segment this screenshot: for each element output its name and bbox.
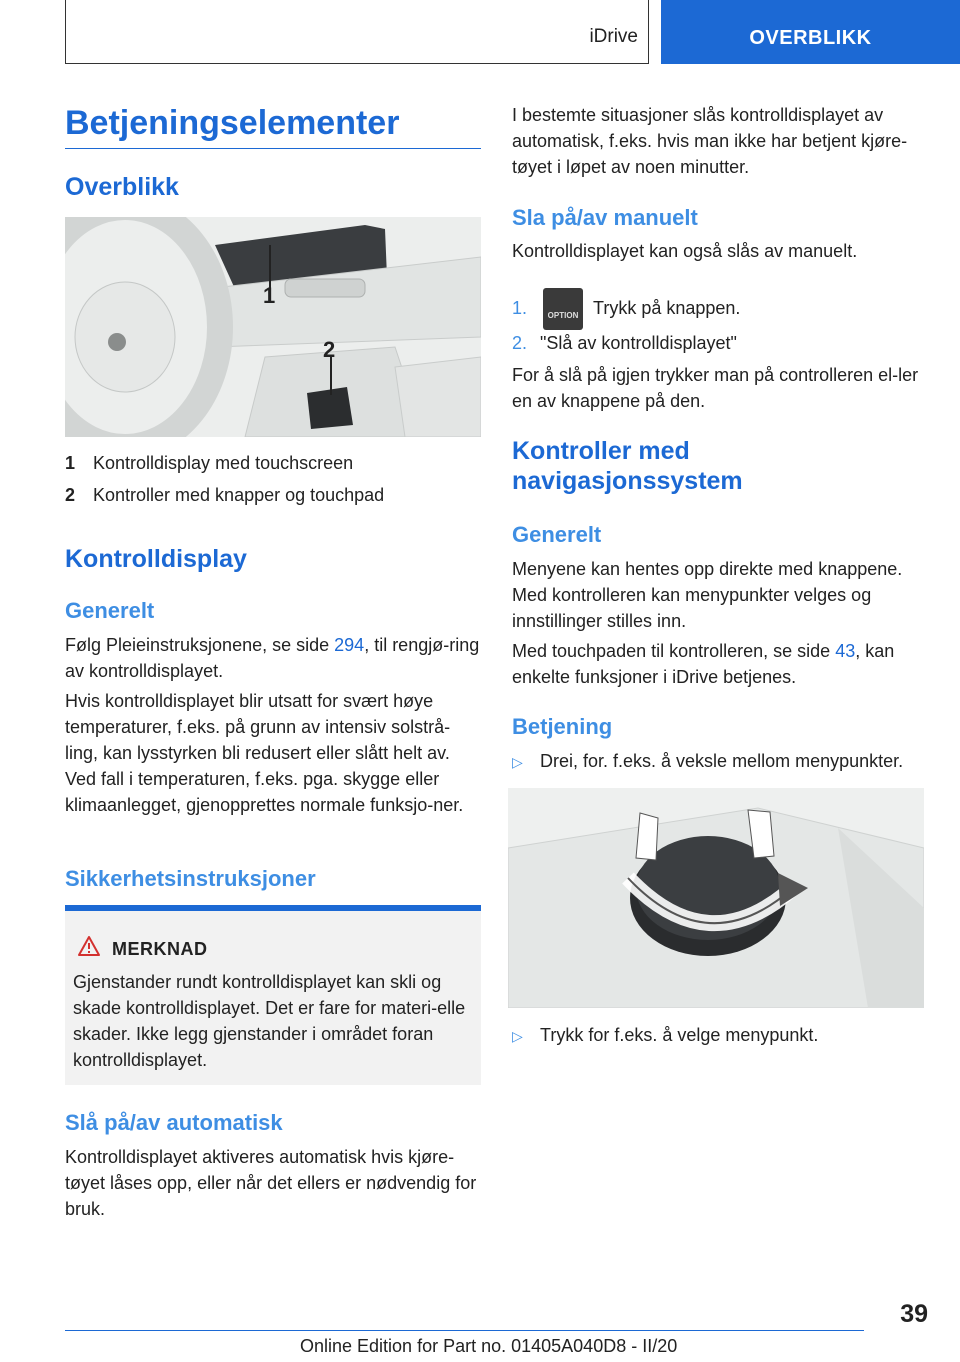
footer-divider: [65, 1330, 864, 1331]
manual-heading: Sla på/av manuelt: [512, 205, 698, 230]
title-divider: [65, 148, 481, 149]
page-title: Betjeningselementer: [65, 104, 400, 142]
legend-number: 1: [65, 453, 76, 473]
manual-paragraph-2: For å slå på igjen trykker man på controlleren el-ler en av knappene på den.: [512, 365, 919, 411]
bullet-text: Trykk for f.eks. å velge menypunkt.: [540, 1025, 819, 1045]
step-number: 2.: [512, 333, 528, 353]
bullet-press: [512, 1022, 818, 1049]
legend-text: Kontroller med knapper og touchpad: [93, 485, 385, 505]
page-link-294[interactable]: 294: [334, 635, 365, 655]
safety-heading: Sikkerhetsinstruksjoner: [65, 866, 316, 891]
header-section-box: [65, 0, 649, 64]
triangle-bullet-icon: ▷: [512, 754, 523, 770]
step-2: [512, 330, 737, 356]
step-number: 1.: [512, 297, 528, 318]
controller-general-paragraph-1: Menyene kan hentes opp direkte med knappene. Med kontrolleren kan menypunkter velges og innstillinger stilles inn.: [512, 559, 903, 631]
step-text: Trykk på knappen.: [593, 297, 741, 318]
legend-item: [65, 482, 481, 508]
general-paragraph-1: Følg Pleieinstruksjonene, se side 294, til rengjø-ring av kontrolldisplayet.: [65, 635, 480, 681]
legend-number: 2: [65, 485, 76, 505]
cockpit-figure: [65, 217, 481, 437]
controller-figure: [508, 788, 924, 1008]
header-chapter-tab[interactable]: OVERBLIKK: [661, 0, 960, 64]
intro-paragraph: I bestemte situasjoner slås kontrolldisplayet av automatisk, f.eks. hvis man ikke har betjent kjøre-tøyet i løpet av noen minutter.: [512, 105, 908, 177]
figure-callout-2: 2: [323, 337, 336, 362]
step-1: [512, 288, 740, 330]
auto-heading: Slå på/av automatisk: [65, 1110, 283, 1135]
bullet-rotate: [512, 748, 903, 775]
triangle-bullet-icon: ▷: [512, 1028, 523, 1044]
controller-general-heading: Generelt: [512, 522, 602, 547]
notice-box: [65, 905, 481, 1085]
notice-body: Gjenstander rundt kontrolldisplayet kan skli og skade kontrolldisplayet. Det er fare for materi-elle skader. Ikke legg gjenstander i området foran kontrolldisplayet.: [73, 972, 466, 1070]
overview-heading: Overblikk: [65, 173, 179, 201]
option-button-icon: OPTION: [543, 288, 583, 330]
legend-text: Kontrolldisplay med touchscreen: [93, 453, 354, 473]
general-heading: Generelt: [65, 598, 155, 623]
page-number: 39: [900, 1300, 928, 1328]
manual-paragraph: Kontrolldisplayet kan også slås av manuelt.: [512, 241, 858, 261]
operation-heading: Betjening: [512, 714, 613, 739]
controller-heading: Kontroller med navigasjonssystem: [512, 437, 743, 495]
auto-paragraph: Kontrolldisplayet aktiveres automatisk hvis kjøre-tøyet låses opp, eller når det ellers er nødvendig for bruk.: [65, 1147, 477, 1219]
warning-triangle-icon: [77, 935, 101, 957]
header-section-title: iDrive: [589, 26, 638, 47]
edition-text: Online Edition for Part no. 01405A040D8 - II/20: [300, 1336, 678, 1356]
notice-title: MERKNAD: [112, 939, 208, 959]
controller-general-paragraph-2: Med touchpaden til kontrolleren, se side 43, kan enkelte funksjoner i iDrive betjenes.: [512, 641, 895, 687]
display-heading: Kontrolldisplay: [65, 545, 247, 573]
legend-item: [65, 450, 481, 476]
general-paragraph-2: Hvis kontrolldisplayet blir utsatt for svært høye temperaturer, f.eks. på grunn av intensiv solstrå-ling, kan lysstyrken bli redusert eller slått helt av. Ved fall i temperaturen, f.eks. pga. skygge eller klimaanlegget, gjenopprettes normale funksjo-ner.: [65, 691, 464, 815]
controller-illustration: [508, 788, 924, 1008]
figure-callout-1: 1: [263, 283, 276, 308]
cockpit-illustration: [65, 217, 481, 437]
page-link-43[interactable]: 43: [835, 641, 856, 661]
step-text: "Slå av kontrolldisplayet": [540, 333, 737, 353]
bullet-text: Drei, for. f.eks. å veksle mellom menypunkter.: [540, 751, 904, 771]
